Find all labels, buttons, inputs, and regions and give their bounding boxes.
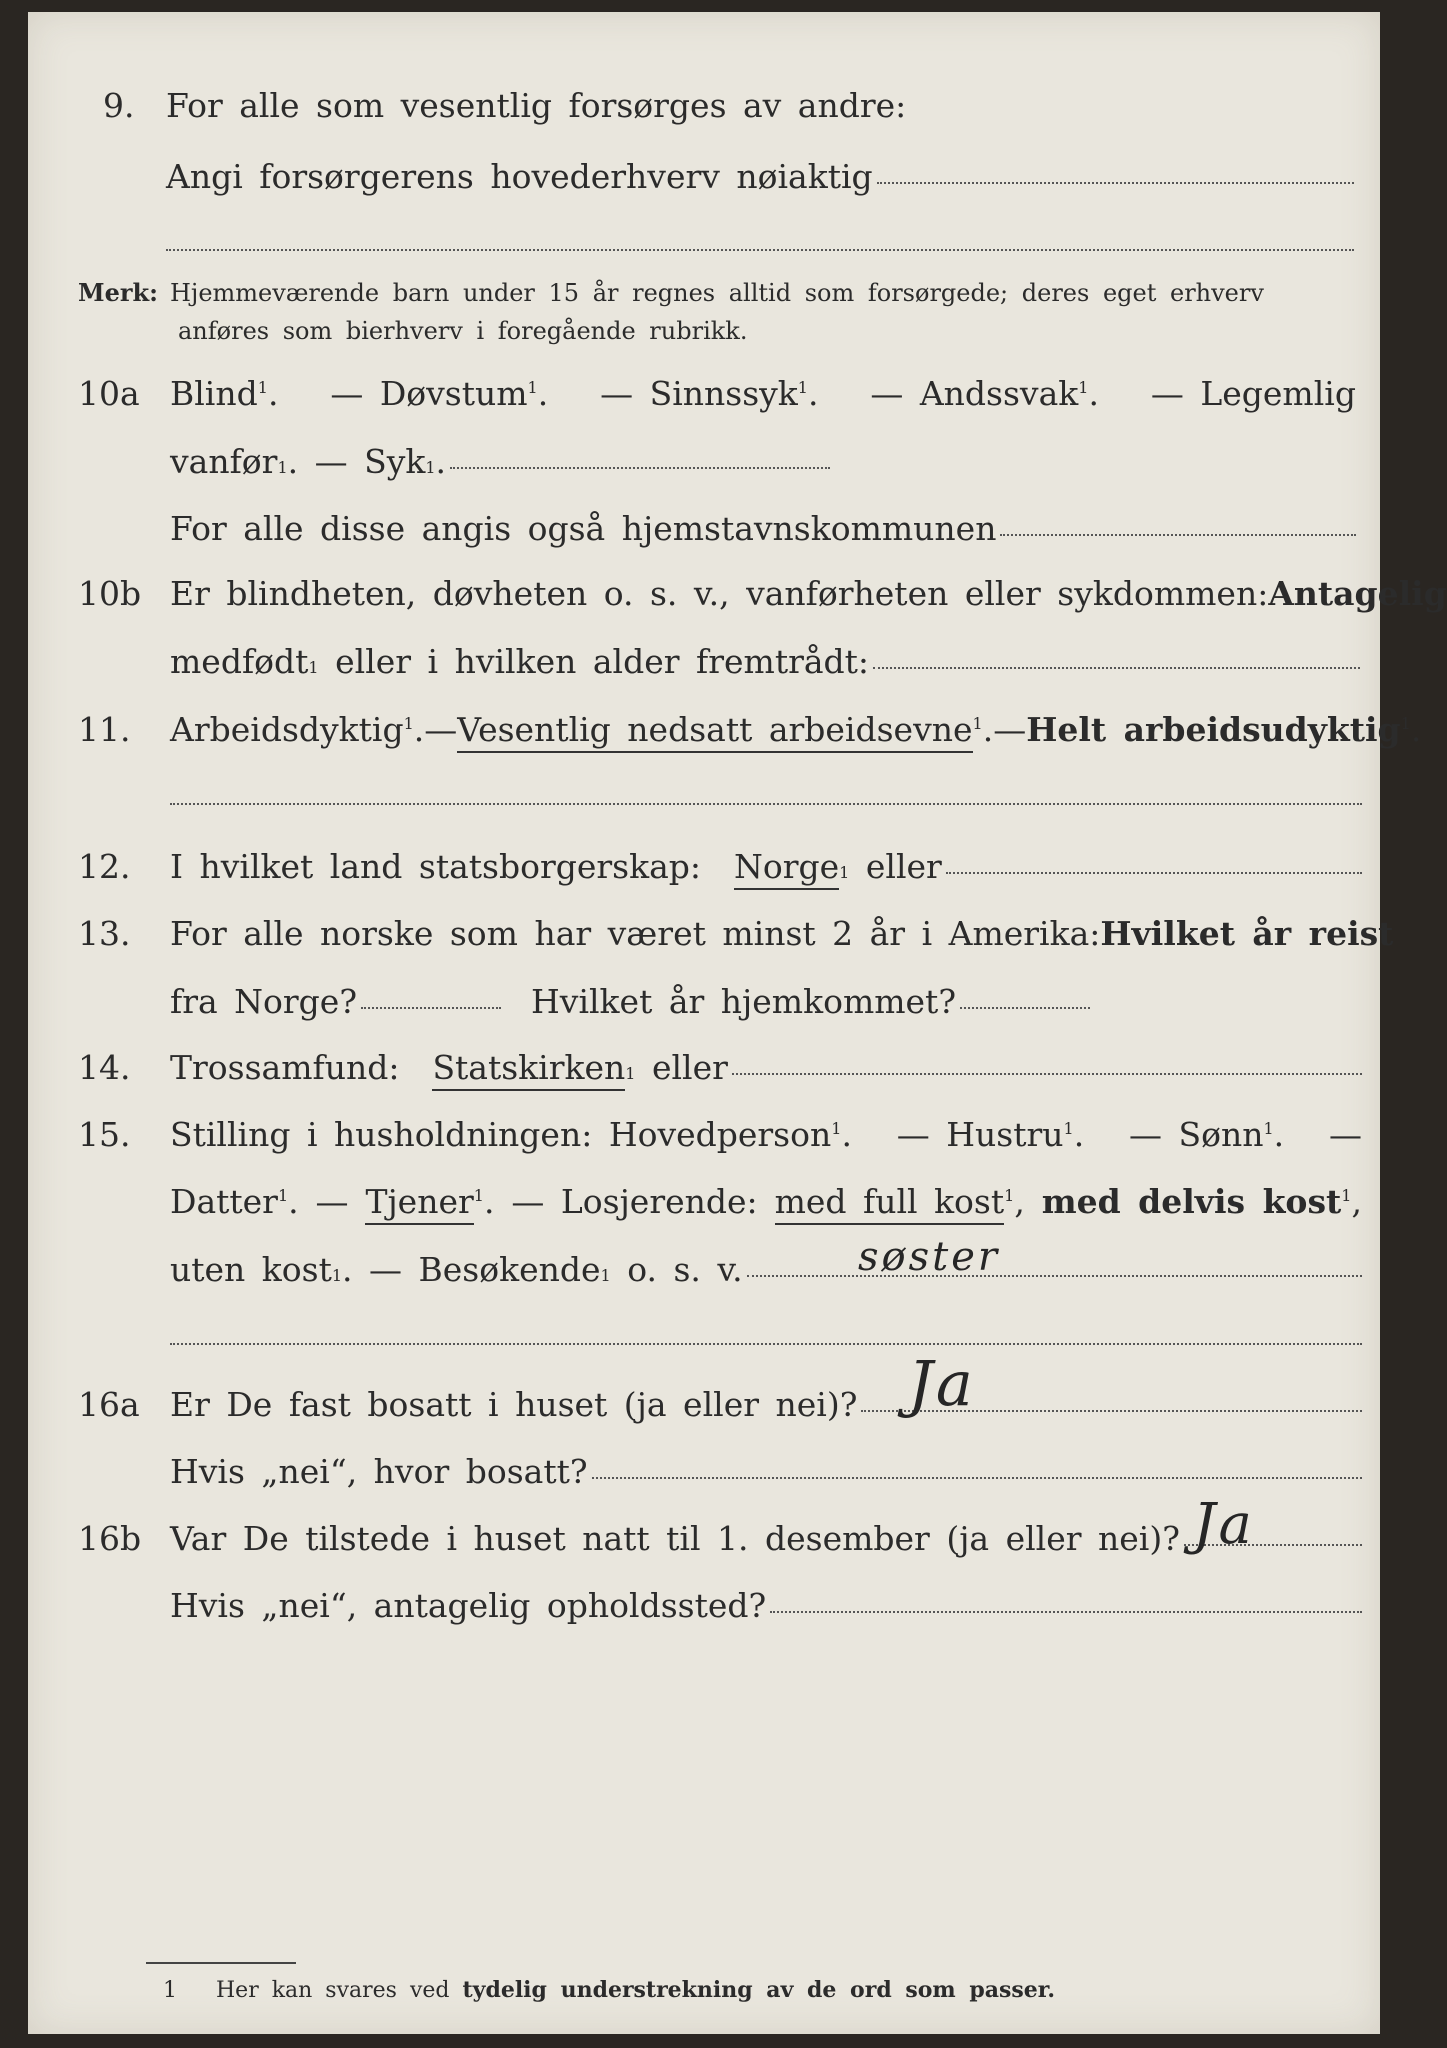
answer-field[interactable] (877, 181, 1354, 184)
answer-field[interactable] (1000, 533, 1356, 536)
question-number: 12. (78, 847, 131, 886)
question-number: 16b (78, 1519, 142, 1558)
question-number: 13. (78, 914, 131, 953)
q16b-line1: Var De tilstede i huset natt til 1. desember (ja eller nei)? (170, 1519, 1362, 1558)
q10a-line2: vanfør 1 . — Syk 1 . (170, 442, 830, 481)
merk-line2: anføres som bierhverv i foregående rubrikk. (178, 317, 748, 345)
question-number: 9. (103, 86, 135, 125)
answer-underline[interactable]: Statskirken (432, 1048, 625, 1091)
handwritten-answer: Ja (908, 1347, 976, 1420)
handwritten-answer: Ja (1193, 1492, 1255, 1557)
answer-underline[interactable]: Tjener (365, 1182, 473, 1225)
answer-field[interactable] (960, 1006, 1090, 1009)
q15-line2: Datter$^1$. — Tjener$^1$. — Losjerende: med full kost$^1$, med delvis kost$^1$, (170, 1182, 1362, 1221)
answer-field[interactable] (873, 666, 1360, 669)
q16b-line2: Hvis „nei“, antagelig opholdssted? (170, 1586, 1362, 1625)
answer-line[interactable] (166, 248, 1354, 251)
question-number: 14. (78, 1048, 131, 1087)
q15-line1: Stilling i husholdningen: Hovedperson$^1$. — Hustru$^1$. — Sønn$^1$. — (170, 1115, 1362, 1154)
question-number: 10b (78, 574, 142, 613)
footnote-rule (146, 1962, 296, 1964)
q10a-line3: For alle disse angis også hjemstavnskommunen (170, 509, 1356, 548)
answer-field[interactable] (747, 1274, 1362, 1277)
q16a-line1: Er De fast bosatt i huset (ja eller nei)? (170, 1385, 1362, 1424)
footnote: 1 Her kan svares ved tydelig understrekning av de ord som passer. (163, 1977, 1055, 2003)
answer-field[interactable] (592, 1476, 1362, 1479)
q13-line1: For alle norske som har været minst 2 år i Amerika: Hvilket år reist (170, 914, 1394, 953)
question-number: 11. (78, 710, 131, 749)
q9-line1: For alle som vesentlig forsørges av andre: (166, 86, 907, 125)
answer-field[interactable] (732, 1072, 1362, 1075)
answer-field[interactable] (770, 1610, 1362, 1613)
answer-line[interactable] (170, 802, 1362, 805)
answer-underline[interactable]: Vesentlig nedsatt arbeidsevne (457, 710, 972, 753)
answer-field[interactable] (946, 871, 1362, 874)
answer-underline[interactable]: Norge (734, 847, 839, 890)
answer-line[interactable] (170, 1342, 1362, 1345)
q9-line2: Angi forsørgerens hovederhverv nøiaktig (166, 157, 1354, 196)
q13-line2: fra Norge? Hvilket år hjemkommet? (170, 982, 1090, 1021)
q16a-line2: Hvis „nei“, hvor bosatt? (170, 1452, 1362, 1491)
q10a-line1: Blind$^1$. — Døvstum$^1$. — Sinnssyk$^1$. — Andssvak$^1$. — Legemlig (170, 374, 1356, 413)
census-form-page (28, 12, 1447, 2034)
answer-field[interactable] (450, 466, 830, 469)
q10b-line1: Er blindheten, døvheten o. s. v., vanførheten eller sykdommen: Antagelig (170, 574, 1447, 613)
q12-line1: I hvilket land statsborgerskap: Norge 1 eller (170, 847, 1362, 890)
question-number: 10a (78, 374, 140, 413)
q14-line1: Trossamfund: Statskirken 1 eller (170, 1048, 1362, 1091)
q11-line1: Arbeidsdyktig$^1$. — Vesentlig nedsatt arbeidsevne$^1$. — Helt arbeidsudyktig$^1$. (170, 710, 1362, 749)
q15-line3: uten kost 1 . — Besøkende 1 o. s. v. (170, 1250, 1362, 1289)
answer-underline[interactable]: med full kost (775, 1182, 1005, 1225)
answer-field[interactable] (361, 1006, 501, 1009)
question-number: 15. (78, 1115, 131, 1154)
question-number: 16a (78, 1385, 140, 1424)
handwritten-answer: søster (858, 1234, 1001, 1280)
merk-line1: Merk: Hjemmeværende barn under 15 år regnes alltid som forsørgede; deres eget erhverv (78, 278, 1264, 307)
q10b-line2: medfødt 1 eller i hvilken alder fremtrådt: (170, 642, 1360, 681)
